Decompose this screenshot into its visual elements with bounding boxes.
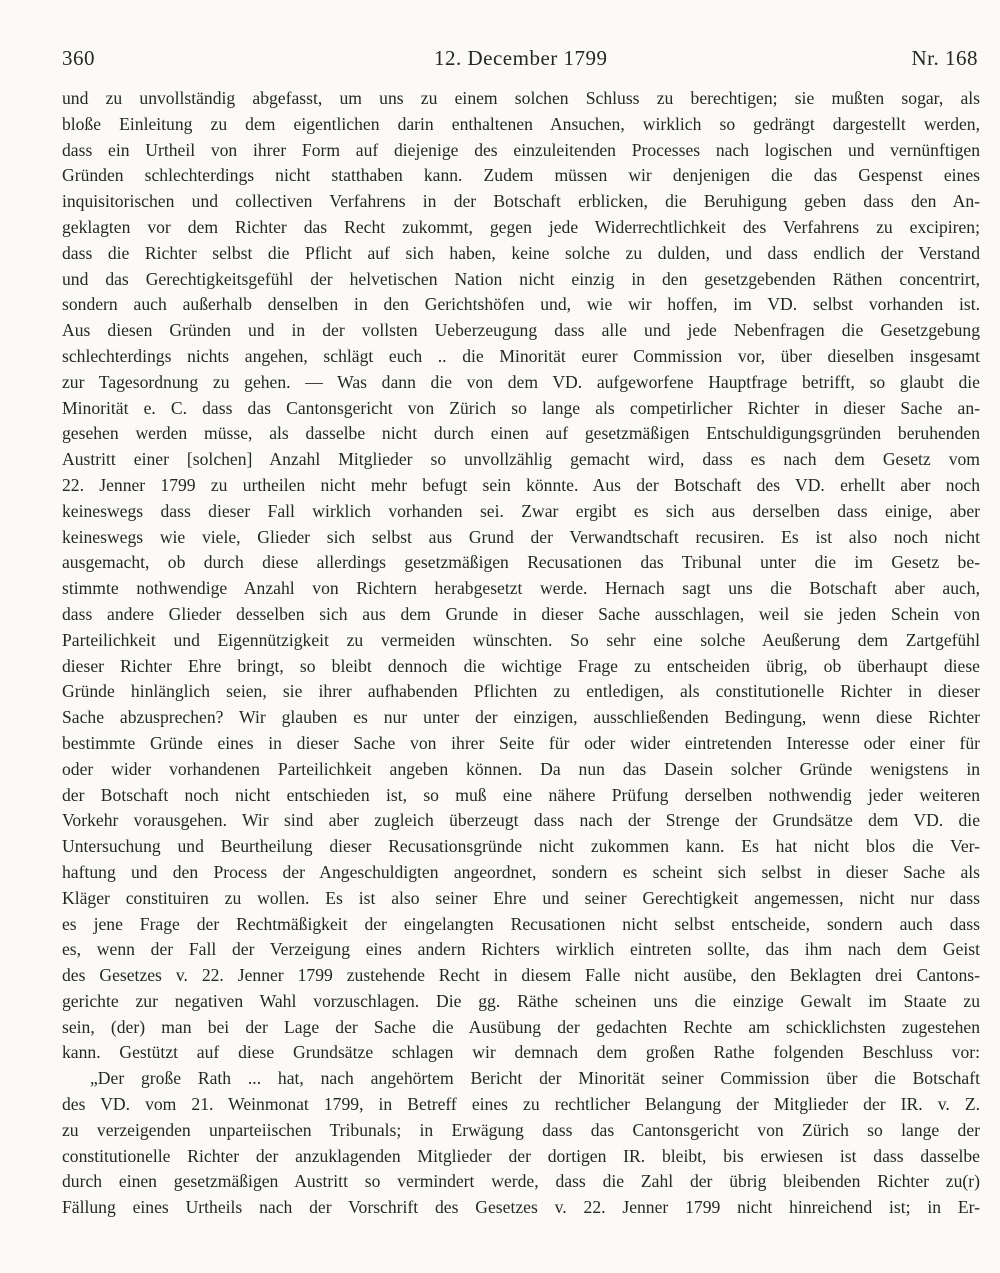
running-head: [62, 46, 980, 86]
text-line: Vorkehr vorausgehen. Wir sind aber zugleich überzeugt dass nach der Strenge der Grundsätze dem VD. die: [62, 810, 980, 831]
text-line: bloße Einleitung zu dem eigentlichen darin enthaltenen Ansuchen, wirklich so gedrängt dargestellt werden,: [62, 113, 980, 134]
text-line: dass die Richter selbst die Pflicht auf sich haben, keine solche zu dulden, und dass endlich der Verstand: [62, 242, 980, 263]
body-text: [62, 86, 980, 1221]
text-line: durch einen gesetzmäßigen Austritt so vermindert werde, dass die Zahl der übrig bleibenden Richter zu(r): [62, 1171, 980, 1192]
text-line: sondern auch außerhalb denselben in den Gerichtshöfen und, wie wir hoffen, im VD. selbst vorhanden ist.: [62, 294, 980, 315]
text-line: und das Gerechtigkeitsgefühl der helvetischen Nation nicht einzig in den gesetzgebenden Räthen concentrirt,: [62, 268, 980, 289]
text-line: 22. Jenner 1799 zu urtheilen nicht mehr befugt sein könnte. Aus der Botschaft des VD. erhellt aber noch: [62, 474, 980, 495]
text-line: keineswegs wie viele, Glieder sich selbst aus Grund der Verwandtschaft recusiren. Es ist also noch nicht: [62, 526, 980, 547]
text-line: zur Tagesordnung zu gehen. — Was dann die von dem VD. aufgeworfene Hauptfrage betrifft, so glaubt die: [62, 371, 980, 392]
text-line: Kläger constituiren zu wollen. Es ist also seiner Ehre und seiner Gerechtigkeit angemessen, nicht nur dass: [62, 887, 980, 908]
text-line: oder wider vorhandenen Parteilichkeit angeben können. Da nun das Dasein solcher Gründe wenigstens in: [62, 758, 980, 779]
text-line: der Botschaft noch nicht entschieden ist, so muß eine nähere Prüfung derselben nothwendig jeder weiteren: [62, 784, 980, 805]
text-line: inquisitorischen und collectiven Verfahrens in der Botschaft erblicken, die Beruhigung geben dass den An-: [62, 191, 980, 212]
text-line: Aus diesen Gründen und in der vollsten Ueberzeugung dass alle und jede Nebenfragen die Gesetzgebung: [62, 320, 980, 341]
page-number: 360: [62, 46, 95, 70]
text-line: Sache abzusprechen? Wir glauben es nur unter der einzigen, ausschließenden Bedingung, wenn diese Richter: [62, 707, 980, 728]
text-line: ausgemacht, ob durch diese allerdings gesetzmäßigen Recusationen das Tribunal unter die im Gesetz be-: [62, 552, 980, 573]
text-line: gerichte zur negativen Wahl vorzuschlagen. Die gg. Räthe scheinen uns die einzige Gewalt im Staate zu: [62, 990, 980, 1011]
text-line: keineswegs dass dieser Fall wirklich vorhanden sei. Zwar ergibt es sich aus derselben dass einige, aber: [62, 500, 980, 521]
text-line: zu verzeigenden unparteiischen Tribunals; in Erwägung dass das Cantonsgericht von Zürich so lange der: [62, 1119, 980, 1140]
text-line: und zu unvollständig abgefasst, um uns zu einem solchen Schluss zu berechtigen; sie mußten sogar, als: [62, 88, 980, 108]
text-line: Parteilichkeit und Eigennützigkeit zu vermeiden wünschten. So sehr eine solche Aeußerung dem Zartgefühl: [62, 629, 980, 650]
text-line: kann. Gestützt auf diese Grundsätze schlagen wir demnach dem großen Rathe folgenden Beschluss vor:: [62, 1042, 980, 1063]
text-line: des VD. vom 21. Weinmonat 1799, in Betreff eines zu rechtlicher Belangung der Mitglieder der IR. v. Z.: [62, 1094, 980, 1115]
text-line: sein, (der) man bei der Lage der Sache die Ausübung der gedachten Rechte am schicklichsten zugestehen: [62, 1016, 980, 1037]
text-line: dass andere Glieder desselben sich aus dem Grunde in dieser Sache ausschlagen, weil sie jeden Schein von: [62, 603, 980, 624]
text-line: stimmte nothwendige Anzahl von Richtern herabgesetzt werde. Hernach sagt uns die Botschaft aber auch,: [62, 578, 980, 599]
text-line: des Gesetzes v. 22. Jenner 1799 zustehende Recht in diesem Falle nicht ausübe, den Beklagten drei Cantons-: [62, 965, 980, 986]
text-line: gesehen werden müsse, als dasselbe nicht durch einen auf gesetzmäßigen Entschuldigungsgründen beruhenden: [62, 423, 980, 444]
text-line: Untersuchung und Beurtheilung dieser Recusationsgründe nicht zukommen kann. Es hat nicht blos die Ver-: [62, 836, 980, 857]
text-line: es, wenn der Fall der Verzeigung eines andern Richters wirklich eintreten sollte, das ihm nach dem Geist: [62, 939, 980, 960]
header-date: 12. December 1799: [434, 46, 608, 70]
text-line: haftung und den Process der Angeschuldigten angeordnet, sondern es scheint sich selbst in dieser Sache als: [62, 861, 980, 882]
text-line: geklagten vor dem Richter das Recht zukommt, gegen jede Widerrechtlichkeit des Verfahrens zu excipiren;: [62, 216, 980, 237]
document-number: Nr. 168: [911, 46, 978, 70]
text-line: Gründe hinlänglich seien, sie ihrer aufhabenden Pflichten zu entledigen, als constitutionelle Richter in dieser: [62, 681, 980, 702]
text-line: bestimmte Gründe eines in dieser Sache von ihrer Seite für oder wider eintretenden Interesse oder einer für: [62, 732, 980, 753]
text-line: Austritt einer [solchen] Anzahl Mitglieder so unvollzählig gemacht wird, dass es nach dem Gesetz vom: [62, 449, 980, 470]
text-line: dass ein Urtheil von ihrer Form auf diejenige des einzuleitenden Processes nach logischen und vernünftigen: [62, 139, 980, 160]
text-line: Gründen schlechterdings nicht statthaben kann. Zudem müssen wir denjenigen die das Gespenst eines: [62, 165, 980, 186]
text-line: Minorität e. C. dass das Cantonsgericht von Zürich so lange als competirlicher Richter in dieser Sache an-: [62, 397, 980, 418]
text-line-quote-start: „Der große Rath ... hat, nach angehörtem Bericht der Minorität seiner Commission über die Botschaft: [90, 1068, 980, 1089]
text-line: dieser Richter Ehre bringt, so bleibt dennoch die wichtige Frage zu entscheiden übrig, ob überhaupt diese: [62, 655, 980, 676]
text-line: es jene Frage der Rechtmäßigkeit der eingelangten Recusationen nicht selbst entscheide, sondern auch dass: [62, 913, 980, 934]
text-line: schlechterdings nichts angehen, schlägt euch .. die Minorität eurer Commission vor, über dieselben insgesamt: [62, 345, 980, 366]
text-line: Fällung eines Urtheils nach der Vorschrift des Gesetzes v. 22. Jenner 1799 nicht hinreichend ist; in Er-: [62, 1197, 980, 1218]
text-line: constitutionelle Richter der anzuklagenden Mitglieder der dortigen IR. bleibt, bis erwiesen ist dass dasselbe: [62, 1145, 980, 1166]
